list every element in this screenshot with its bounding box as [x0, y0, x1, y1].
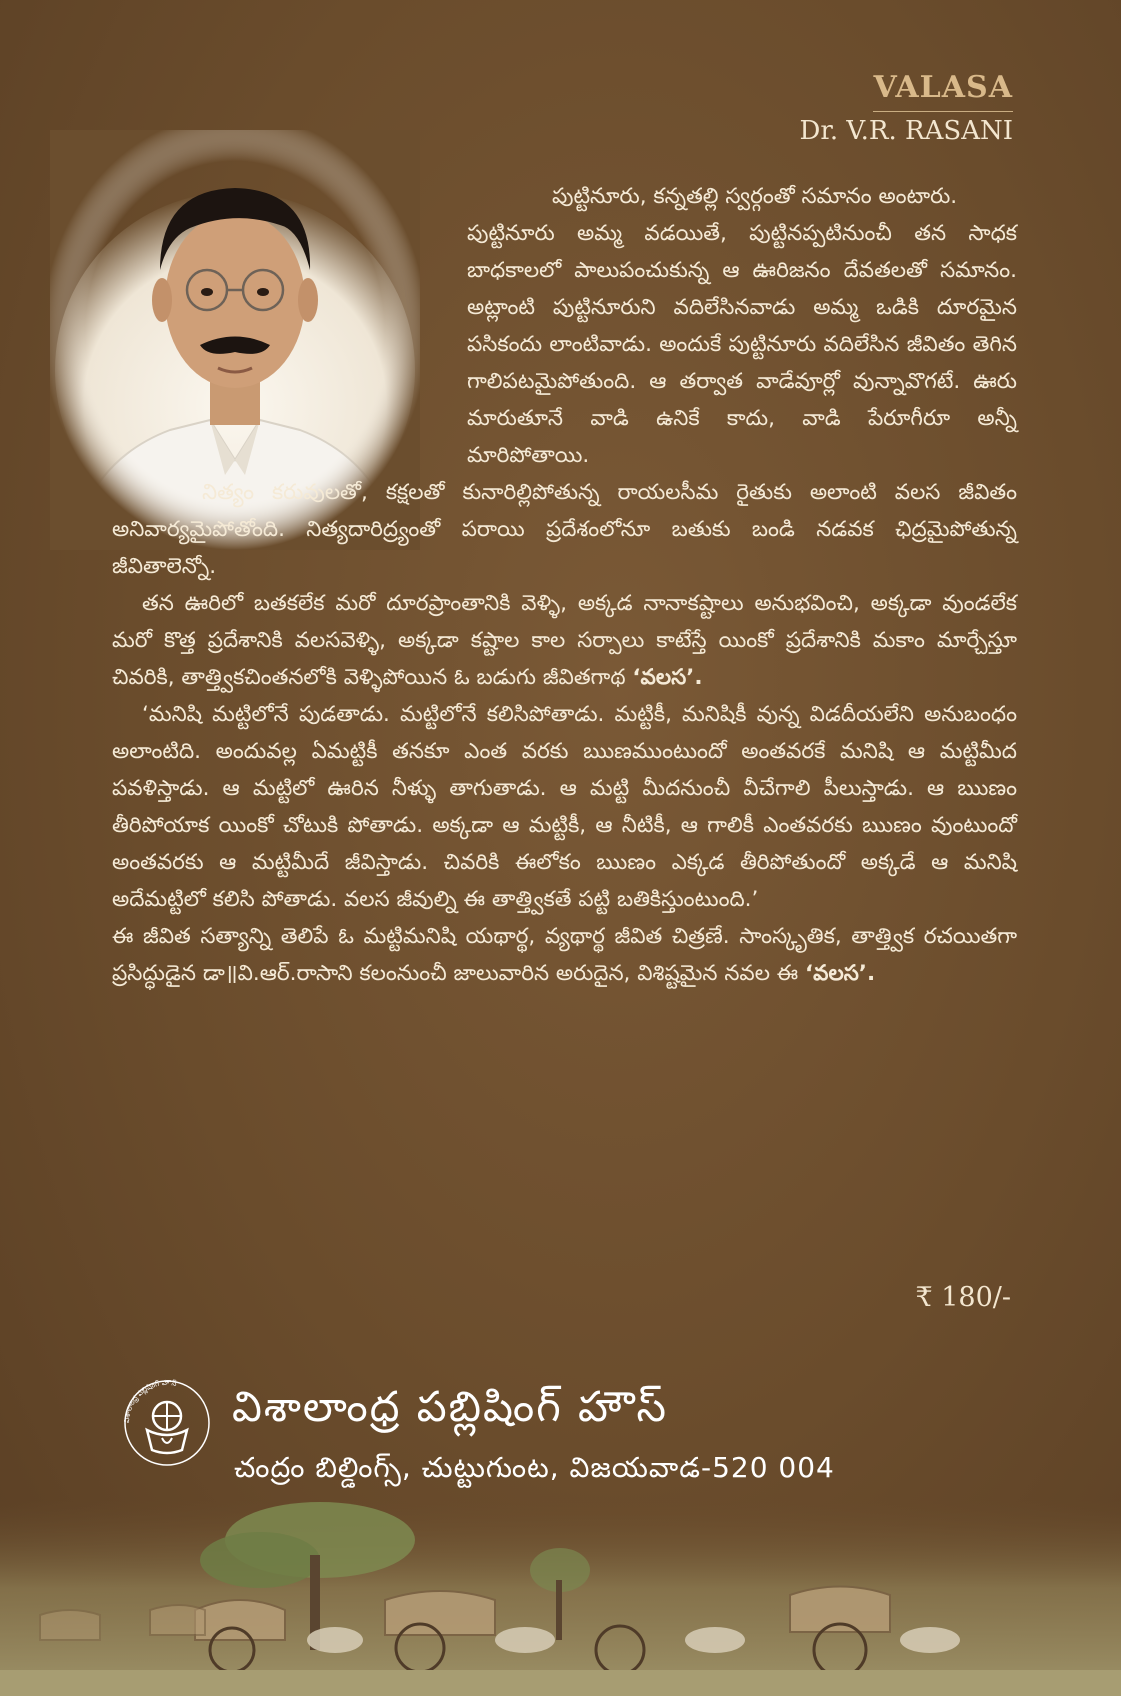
blurb-paragraph-2: నిత్యం కరువులతో, కక్షలతో కునారిల్లిపోతున్న రాయలసీమ రైతుకు అలాంటి వలస జీవితం అనివార్యమైపోతోంది. నిత్యదారిద్ర్యంతో పరాయి ప్రదేశంలోనూ బతుకు బండి నడవక ఛిద్రమైపోతున్న జీవితాలెన్నో.: [112, 480, 1017, 579]
logo-ring-text: విశాలాంధ్ర పబ్లిషింగ్ హౌస్: [122, 1378, 178, 1424]
publisher-name: విశాలాంధ్ర పబ్లిషింగ్ హౌస్: [232, 1382, 669, 1431]
blurb-paragraph-3-text: తన ఊరిలో బతకలేక మరో దూరప్రాంతానికి వెళ్ళి, అక్కడ నానాకష్టాలు అనుభవించి, అక్కడా వుండలేక మరో కొత్త ప్రదేశానికి వలసవెళ్ళి, అక్కడా కష్టాల కాల సర్పాలు కాటేస్తే యింకో ప్రదేశానికి మకాం మార్చేస్తూ చివరికి, తాత్త్వికచింతనలోకి వెళ్ళిపోయిన ఓ బడుగు జీవితగాథ: [112, 591, 1017, 690]
blurb-paragraph-3: [112, 585, 1017, 696]
blurb-paragraph-1-first-line: పుట్టినూరు, కన్నతల్లి స్వర్గంతో సమానం అంటారు.: [552, 184, 958, 209]
blurb-paragraph-5: [112, 918, 1017, 992]
novel-title-inline: ‘వలస’.: [805, 961, 876, 986]
blurb-paragraph-4: ‘మనిషి మట్టిలోనే పుడతాడు. మట్టిలోనే కలిసిపోతాడు. మట్టికీ, మనిషికీ వున్న విడదీయలేని అనుబంధం అలాంటిది. అందువల్ల ఏమట్టికీ తనకూ ఎంత వరకు ఋణముంటుందో అంతవరకే మనిషి ఆ మట్టిమీద పవళిస్తాడు. ఆ మట్టిలో ఊరిన నీళ్ళు తాగుతాడు. ఆ మట్టి మీదనుంచీ వీచేగాలి పీలుస్తాడు. ఆ ఋణం తీరిపోయాక యింకో చోటుకి పోతాడు. అక్కడా ఆ మట్టికీ, ఆ నీటికీ, ఆ గాలికీ ఎంతవరకు ఋణం వుంటుందో అంతవరకు ఆ మట్టిమీదే జీవిస్తాడు. చివరికి ఈలోకం ఋణం ఎక్కడ తీరిపోతుందో అక్కడే ఆ మనిషి అదేమట్టిలో కలిసి పోతాడు. వలస జీవుల్ని ఈ తాత్త్వికతే పట్టి బతికిస్తుంటుంది.’: [112, 702, 1017, 912]
blurb-paragraph-1: పుట్టినూరు అమ్మ వడయితే, పుట్టినప్పటినుంచీ తన సాధక బాధకాలలో పాలుపంచుకున్న ఆ ఊరిజనం దేవతలతో సమానం. అట్లాంటి పుట్టినూరుని వదిలేసినవాడు అమ్మ ఒడికి దూరమైన పసికందు లాంటివాడు. అందుకే పుట్టినూరు వదిలేసిన జీవితం తెగిన గాలిపటమైపోతుంది. ఆ తర్వాత వాడేవూర్లో వున్నావొగటే. ఊరు మారుతూనే వాడి ఉనికే కాదు, వాడి పేరూగీరూ అన్నీ మారిపోతాయి.: [467, 221, 1017, 468]
book-blurb: [112, 178, 1017, 992]
novel-title-inline: ‘వలస’.: [632, 665, 703, 690]
publisher-address: చంద్రం బిల్డింగ్స్, చుట్టుగుంట, విజయవాడ-520 004: [234, 1451, 835, 1484]
title-divider: [873, 111, 1013, 112]
book-title: VALASA: [873, 70, 1013, 105]
author-name: Dr. V.R. RASANI: [799, 116, 1013, 146]
blurb-paragraph-5-text: ఈ జీవిత సత్యాన్ని తెలిపే ఓ మట్టిమనిషి యథార్థ, వ్యథార్థ జీవిత చిత్రణే. సాంస్కృతిక, తాత్త్విక రచయితగా ప్రసిద్ధుడైన డా॥వి.ఆర్.రాసాని కలంనుంచీ జాలువారిన అరుదైన, విశిష్టమైన నవల ఈ: [112, 924, 1017, 986]
publisher-logo-icon: [122, 1378, 212, 1468]
price-label: ₹ 180/-: [915, 1282, 1011, 1313]
bullock-cart-illustration: [0, 1500, 1121, 1696]
